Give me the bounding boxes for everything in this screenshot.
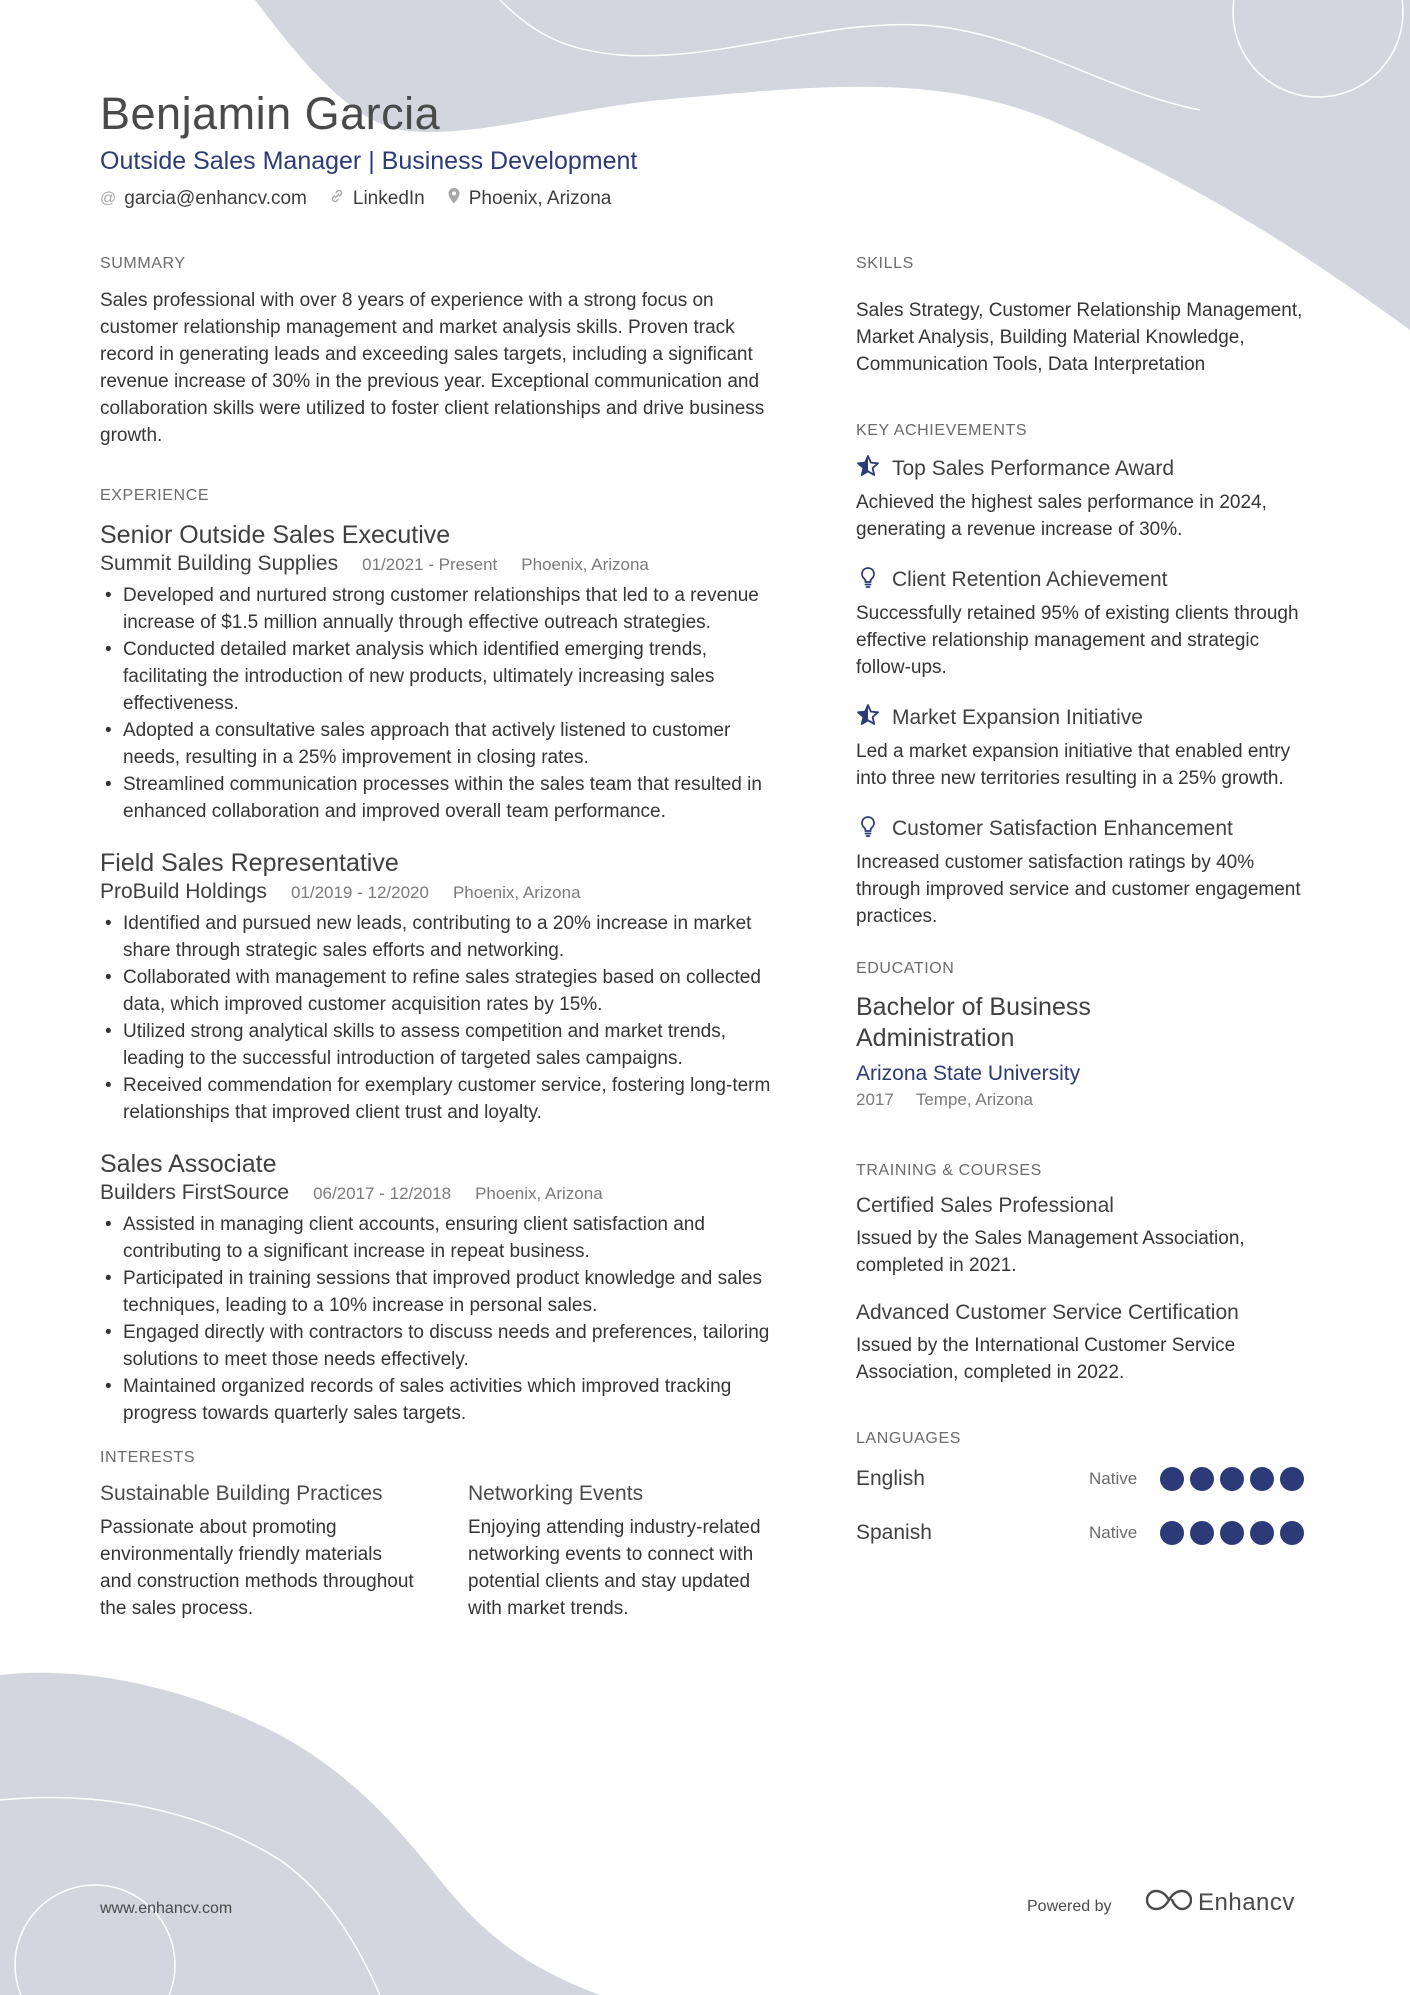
bullet: • Conducted detailed market analysis which identified emerging trends, facilitating the introduction of new products, ultimately increasing sales effectiveness. xyxy=(100,636,790,717)
achievement-text: Increased customer satisfaction ratings by 40% through improved service and customer engagement practices. xyxy=(856,852,1301,927)
bullet: • Received commendation for exemplary customer service, fostering long-term relationships that improved client trust and loyalty. xyxy=(100,1072,790,1126)
achievement-item xyxy=(856,565,1316,681)
bullet: • Streamlined communication processes within the sales team that resulted in enhanced collaboration and improved overall team performance. xyxy=(100,771,790,825)
language-name: English xyxy=(856,1467,925,1490)
language-rating xyxy=(1160,1521,1304,1545)
rating-dot xyxy=(1220,1467,1244,1491)
at-icon: @ xyxy=(100,189,117,207)
interest-item xyxy=(100,1481,414,1622)
achievement-title: Customer Satisfaction Enhancement xyxy=(892,816,1233,840)
rating-dot xyxy=(1190,1467,1214,1491)
candidate-title: Outside Sales Manager | Business Development xyxy=(100,147,638,175)
language-rating xyxy=(1160,1467,1304,1491)
language-name: Spanish xyxy=(856,1521,932,1544)
job-bullets xyxy=(100,1211,790,1427)
achievement-text: Led a market expansion initiative that enabled entry into three new territories resulting in a 25% growth. xyxy=(856,741,1291,789)
summary-section xyxy=(100,255,790,449)
lightbulb-icon xyxy=(856,814,880,843)
interest-title: Sustainable Building Practices xyxy=(100,1482,383,1505)
rating-dot xyxy=(1190,1521,1214,1545)
language-level: Native xyxy=(1089,1523,1138,1542)
summary-text: Sales professional with over 8 years of experience with a strong focus on customer relationship management and market analysis skills. Proven track record in generating leads and exceeding sales targets, including a significant revenue increase of 30% in the previous year. Exceptional communication and collaboration skills were utilized to foster client relationships and drive business growth. xyxy=(100,290,765,446)
course-item xyxy=(856,1194,1316,1279)
training-heading: TRAINING & COURSES xyxy=(856,1162,1042,1179)
right-column xyxy=(856,255,1316,1560)
course-item xyxy=(856,1301,1316,1386)
job-location: Phoenix, Arizona xyxy=(452,883,581,902)
job-dates: 06/2017 - 12/2018 xyxy=(313,1184,452,1203)
course-text: Issued by the International Customer Service Association, completed in 2022. xyxy=(856,1335,1236,1383)
job-bullets xyxy=(100,582,790,825)
left-column xyxy=(100,255,790,1622)
language-item xyxy=(856,1506,1316,1560)
skills-section xyxy=(856,255,1316,378)
link-icon xyxy=(329,188,345,209)
email-text: garcia@enhancv.com xyxy=(124,187,307,209)
interest-text: Enjoying attending industry-related networking events to connect with potential clients and stay updated with market trends. xyxy=(468,1517,761,1619)
star-icon xyxy=(856,703,880,732)
education-year: 2017 xyxy=(856,1090,894,1109)
course-title: Advanced Customer Service Certification xyxy=(856,1301,1239,1324)
rating-dot xyxy=(1250,1521,1274,1545)
languages-heading: LANGUAGES xyxy=(856,1430,961,1447)
achievement-title: Client Retention Achievement xyxy=(892,567,1168,591)
rating-dot xyxy=(1160,1521,1184,1545)
skills-heading: SKILLS xyxy=(856,255,914,272)
achievement-text: Successfully retained 95% of existing clients through effective relationship management and strategic follow-ups. xyxy=(856,603,1299,678)
job-company: ProBuild Holdings xyxy=(100,880,267,903)
languages-section xyxy=(856,1430,1316,1560)
bullet: • Engaged directly with contractors to discuss needs and preferences, tailoring solutions to meet those needs effectively. xyxy=(100,1319,790,1373)
job-location: Phoenix, Arizona xyxy=(475,1184,603,1203)
rating-dot xyxy=(1280,1521,1304,1545)
job-title: Senior Outside Sales Executive xyxy=(100,521,451,549)
job-company: Summit Building Supplies xyxy=(100,552,339,575)
contact-info xyxy=(100,187,611,210)
achievement-text: Achieved the highest sales performance in 2024, generating a revenue increase of 30%. xyxy=(856,492,1267,540)
contact-email[interactable] xyxy=(100,188,307,210)
job-location: Phoenix, Arizona xyxy=(521,555,649,574)
brand-name: Enhancv xyxy=(1198,1888,1295,1916)
achievements-heading: KEY ACHIEVEMENTS xyxy=(856,422,1028,439)
language-level: Native xyxy=(1089,1469,1138,1488)
achievement-item xyxy=(856,703,1316,792)
candidate-name: Benjamin Garcia xyxy=(100,88,441,139)
bullet: • Participated in training sessions that improved product knowledge and sales techniques, leading to a 10% increase in personal sales. xyxy=(100,1265,790,1319)
rating-dot xyxy=(1220,1521,1244,1545)
education-degree: Bachelor of Business Administration xyxy=(856,993,1091,1052)
interest-title: Networking Events xyxy=(468,1482,644,1505)
training-section xyxy=(856,1162,1316,1386)
course-text: Issued by the Sales Management Association, completed in 2021. xyxy=(856,1228,1245,1276)
education-heading: EDUCATION xyxy=(856,960,955,977)
lightbulb-icon xyxy=(856,565,880,594)
job-title: Field Sales Representative xyxy=(100,849,399,877)
bullet: • Maintained organized records of sales activities which improved tracking progress towards quarterly sales targets. xyxy=(100,1373,790,1427)
bullet: • Assisted in managing client accounts, ensuring client satisfaction and contributing to a significant increase in repeat business. xyxy=(100,1211,790,1265)
location-pin-icon xyxy=(447,187,461,210)
achievement-title: Market Expansion Initiative xyxy=(892,705,1143,729)
job-title: Sales Associate xyxy=(100,1150,277,1178)
summary-heading: SUMMARY xyxy=(100,255,186,272)
interests-section xyxy=(100,1449,790,1622)
interest-item xyxy=(468,1481,782,1622)
course-title: Certified Sales Professional xyxy=(856,1194,1114,1217)
job-bullets xyxy=(100,910,790,1126)
bullet: • Adopted a consultative sales approach that actively listened to customer needs, resulting in a 25% improvement in closing rates. xyxy=(100,717,790,771)
interests-heading: INTERESTS xyxy=(100,1449,196,1466)
bullet: • Identified and pursued new leads, contributing to a 20% increase in market share through strategic sales efforts and networking. xyxy=(100,910,790,964)
footer-url[interactable]: www.enhancv.com xyxy=(100,1900,233,1917)
bullet: • Developed and nurtured strong customer relationships that led to a revenue increase of $1.5 million annually through effective outreach strategies. xyxy=(100,582,790,636)
skills-text: Sales Strategy, Customer Relationship Management, Market Analysis, Building Material Knowledge, Communication Tools, Data Interpretation xyxy=(856,300,1303,375)
infinity-logo-icon xyxy=(1146,1888,1192,1917)
star-icon xyxy=(856,454,880,483)
brand-logo[interactable] xyxy=(1146,1888,1295,1917)
experience-heading: EXPERIENCE xyxy=(100,487,210,504)
achievement-title: Top Sales Performance Award xyxy=(892,456,1175,480)
rating-dot xyxy=(1160,1467,1184,1491)
achievement-item xyxy=(856,454,1316,543)
location-text: Phoenix, Arizona xyxy=(468,187,612,209)
job-dates: 01/2021 - Present xyxy=(362,555,498,574)
bullet: • Collaborated with management to refine sales strategies based on collected data, which improved customer acquisition rates by 15%. xyxy=(100,964,790,1018)
job-entry xyxy=(100,847,790,1126)
language-item xyxy=(856,1452,1316,1506)
job-company: Builders FirstSource xyxy=(100,1181,290,1204)
job-dates: 01/2019 - 12/2020 xyxy=(290,883,429,902)
interest-text: Passionate about promoting environmentally friendly materials and construction methods throughout the sales process. xyxy=(100,1517,414,1619)
achievement-item xyxy=(856,814,1316,930)
education-location: Tempe, Arizona xyxy=(915,1090,1034,1109)
job-entry xyxy=(100,519,790,825)
powered-by-label: Powered by xyxy=(1027,1898,1112,1915)
education-school: Arizona State University xyxy=(856,1062,1081,1085)
achievements-section xyxy=(856,422,1316,930)
contact-linkedin[interactable] xyxy=(329,188,425,210)
bullet: • Utilized strong analytical skills to assess competition and market trends, leading to the successful introduction of targeted sales campaigns. xyxy=(100,1018,790,1072)
education-section xyxy=(856,960,1316,1110)
rating-dot xyxy=(1250,1467,1274,1491)
rating-dot xyxy=(1280,1467,1304,1491)
job-entry xyxy=(100,1148,790,1427)
contact-location xyxy=(447,187,612,210)
experience-section xyxy=(100,487,790,1427)
linkedin-text: LinkedIn xyxy=(352,187,425,209)
